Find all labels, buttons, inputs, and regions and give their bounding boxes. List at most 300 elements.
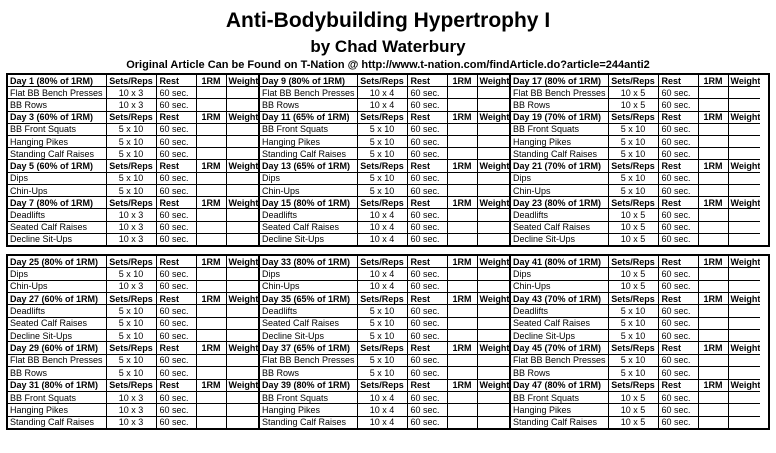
rest-time: 60 sec. bbox=[156, 148, 196, 160]
exercise-name: Decline Sit-Ups bbox=[259, 233, 357, 245]
rest-time: 60 sec. bbox=[658, 280, 698, 292]
rest-header: Rest bbox=[407, 75, 447, 87]
1rm-header: 1RM bbox=[447, 197, 477, 209]
day-header-row bbox=[259, 160, 509, 172]
day-label: Day 7 (80% of 1RM) bbox=[8, 197, 106, 209]
weight-cell bbox=[728, 148, 760, 160]
rest-header: Rest bbox=[156, 197, 196, 209]
one-rm-cell bbox=[196, 280, 226, 292]
sets-reps-header: Sets/Reps bbox=[608, 256, 658, 268]
exercise-name: Chin-Ups bbox=[8, 280, 106, 292]
sets-reps: 10 x 5 bbox=[608, 268, 658, 280]
one-rm-cell bbox=[447, 136, 477, 148]
weight-cell bbox=[728, 280, 760, 292]
rest-time: 60 sec. bbox=[658, 184, 698, 196]
one-rm-cell bbox=[196, 123, 226, 135]
one-rm-cell bbox=[698, 99, 728, 111]
sets-reps-header: Sets/Reps bbox=[608, 293, 658, 305]
weight-cell bbox=[477, 404, 509, 416]
one-rm-cell bbox=[447, 330, 477, 342]
weight-cell bbox=[728, 233, 760, 245]
sets-reps: 10 x 5 bbox=[608, 280, 658, 292]
weight-cell bbox=[226, 404, 258, 416]
exercise-row bbox=[8, 416, 258, 428]
sets-reps: 10 x 4 bbox=[357, 416, 407, 428]
day-header-row bbox=[510, 379, 760, 391]
rest-time: 60 sec. bbox=[658, 87, 698, 99]
rest-time: 60 sec. bbox=[156, 317, 196, 329]
weight-cell bbox=[226, 391, 258, 403]
sets-reps-header: Sets/Reps bbox=[608, 197, 658, 209]
sets-reps: 5 x 10 bbox=[106, 317, 156, 329]
rest-time: 60 sec. bbox=[156, 233, 196, 245]
exercise-name: Chin-Ups bbox=[510, 184, 608, 196]
rest-time: 60 sec. bbox=[156, 305, 196, 317]
exercise-name: BB Front Squats bbox=[259, 391, 357, 403]
weight-cell bbox=[728, 87, 760, 99]
sets-reps-header: Sets/Reps bbox=[357, 379, 407, 391]
sets-reps: 5 x 10 bbox=[357, 354, 407, 366]
source-note: Original Article Can be Found on T-Nation @ http://www.t-nation.com/findArticle.do?article=244anti2 bbox=[126, 59, 650, 71]
exercise-row bbox=[8, 367, 258, 379]
sets-reps: 10 x 5 bbox=[608, 99, 658, 111]
rest-header: Rest bbox=[658, 111, 698, 123]
day-label: Day 19 (70% of 1RM) bbox=[510, 111, 608, 123]
exercise-row bbox=[259, 172, 509, 184]
exercise-row bbox=[8, 268, 258, 280]
weight-cell bbox=[728, 209, 760, 221]
exercise-row bbox=[510, 268, 760, 280]
exercise-row bbox=[8, 184, 258, 196]
exercise-row bbox=[8, 123, 258, 135]
exercise-row bbox=[259, 87, 509, 99]
day-header-row bbox=[8, 75, 258, 87]
rest-header: Rest bbox=[156, 256, 196, 268]
day-label: Day 37 (65% of 1RM) bbox=[259, 342, 357, 354]
rest-time: 60 sec. bbox=[156, 330, 196, 342]
exercise-row bbox=[8, 317, 258, 329]
weight-cell bbox=[477, 172, 509, 184]
weight-cell bbox=[728, 391, 760, 403]
rest-time: 60 sec. bbox=[156, 354, 196, 366]
weight-cell bbox=[477, 305, 509, 317]
one-rm-cell bbox=[698, 367, 728, 379]
day-header-row bbox=[8, 342, 258, 354]
rest-time: 60 sec. bbox=[658, 209, 698, 221]
rest-header: Rest bbox=[658, 75, 698, 87]
exercise-row bbox=[259, 404, 509, 416]
sets-reps: 5 x 10 bbox=[106, 172, 156, 184]
sets-reps-header: Sets/Reps bbox=[357, 75, 407, 87]
rest-time: 60 sec. bbox=[407, 330, 447, 342]
one-rm-cell bbox=[698, 404, 728, 416]
one-rm-cell bbox=[196, 305, 226, 317]
day-label: Day 39 (80% of 1RM) bbox=[259, 379, 357, 391]
weight-cell bbox=[477, 209, 509, 221]
day-header-row bbox=[8, 160, 258, 172]
exercise-row bbox=[8, 209, 258, 221]
weight-cell bbox=[226, 99, 258, 111]
one-rm-cell bbox=[698, 123, 728, 135]
weight-header: Weight bbox=[728, 111, 760, 123]
rest-time: 60 sec. bbox=[407, 367, 447, 379]
1rm-header: 1RM bbox=[447, 111, 477, 123]
exercise-name: Deadlifts bbox=[8, 305, 106, 317]
weight-header: Weight bbox=[477, 256, 509, 268]
1rm-header: 1RM bbox=[196, 256, 226, 268]
rest-time: 60 sec. bbox=[156, 123, 196, 135]
weight-cell bbox=[728, 123, 760, 135]
exercise-name: Standing Calf Raises bbox=[510, 148, 608, 160]
weight-cell bbox=[728, 99, 760, 111]
exercise-row bbox=[8, 391, 258, 403]
day-label: Day 43 (70% of 1RM) bbox=[510, 293, 608, 305]
rest-header: Rest bbox=[156, 293, 196, 305]
day-label: Day 31 (80% of 1RM) bbox=[8, 379, 106, 391]
schedule-table bbox=[258, 75, 509, 245]
exercise-name: Hanging Pikes bbox=[8, 404, 106, 416]
sets-reps: 10 x 3 bbox=[106, 233, 156, 245]
exercise-name: Dips bbox=[259, 268, 357, 280]
exercise-name: Hanging Pikes bbox=[510, 136, 608, 148]
one-rm-cell bbox=[447, 280, 477, 292]
day-header-row bbox=[510, 293, 760, 305]
exercise-name: Standing Calf Raises bbox=[510, 416, 608, 428]
sets-reps: 5 x 10 bbox=[357, 148, 407, 160]
rest-time: 60 sec. bbox=[407, 136, 447, 148]
weight-cell bbox=[226, 209, 258, 221]
exercise-row bbox=[510, 305, 760, 317]
weight-cell bbox=[477, 123, 509, 135]
rest-time: 60 sec. bbox=[407, 354, 447, 366]
day-label: Day 35 (65% of 1RM) bbox=[259, 293, 357, 305]
rest-time: 60 sec. bbox=[156, 416, 196, 428]
one-rm-cell bbox=[196, 184, 226, 196]
rest-time: 60 sec. bbox=[407, 280, 447, 292]
rest-time: 60 sec. bbox=[407, 233, 447, 245]
exercise-row bbox=[510, 367, 760, 379]
exercise-row bbox=[259, 367, 509, 379]
exercise-row bbox=[510, 404, 760, 416]
1rm-header: 1RM bbox=[698, 293, 728, 305]
one-rm-cell bbox=[196, 233, 226, 245]
sets-reps: 10 x 4 bbox=[357, 209, 407, 221]
rest-time: 60 sec. bbox=[407, 268, 447, 280]
rest-header: Rest bbox=[407, 379, 447, 391]
rest-time: 60 sec. bbox=[156, 280, 196, 292]
rest-header: Rest bbox=[156, 75, 196, 87]
rest-time: 60 sec. bbox=[658, 330, 698, 342]
one-rm-cell bbox=[196, 172, 226, 184]
exercise-name: Dips bbox=[510, 172, 608, 184]
day-label: Day 41 (80% of 1RM) bbox=[510, 256, 608, 268]
sets-reps: 10 x 5 bbox=[608, 209, 658, 221]
weight-header: Weight bbox=[226, 256, 258, 268]
exercise-row bbox=[510, 280, 760, 292]
one-rm-cell bbox=[196, 367, 226, 379]
1rm-header: 1RM bbox=[698, 160, 728, 172]
one-rm-cell bbox=[698, 268, 728, 280]
exercise-row bbox=[259, 317, 509, 329]
1rm-header: 1RM bbox=[196, 160, 226, 172]
weight-cell bbox=[477, 233, 509, 245]
one-rm-cell bbox=[447, 87, 477, 99]
sets-reps: 10 x 4 bbox=[357, 280, 407, 292]
exercise-row bbox=[259, 416, 509, 428]
exercise-row bbox=[8, 221, 258, 233]
sets-reps-header: Sets/Reps bbox=[106, 197, 156, 209]
1rm-header: 1RM bbox=[447, 75, 477, 87]
weight-cell bbox=[477, 221, 509, 233]
1rm-header: 1RM bbox=[698, 379, 728, 391]
weight-cell bbox=[226, 184, 258, 196]
rest-time: 60 sec. bbox=[407, 99, 447, 111]
exercise-name: Standing Calf Raises bbox=[259, 416, 357, 428]
rest-time: 60 sec. bbox=[407, 404, 447, 416]
weight-cell bbox=[226, 268, 258, 280]
sets-reps: 10 x 5 bbox=[608, 404, 658, 416]
sets-reps: 10 x 3 bbox=[106, 416, 156, 428]
exercise-row bbox=[510, 221, 760, 233]
day-header-row bbox=[510, 256, 760, 268]
rest-time: 60 sec. bbox=[156, 172, 196, 184]
exercise-row bbox=[510, 317, 760, 329]
one-rm-cell bbox=[698, 221, 728, 233]
day-label: Day 25 (80% of 1RM) bbox=[8, 256, 106, 268]
one-rm-cell bbox=[196, 209, 226, 221]
rest-time: 60 sec. bbox=[156, 391, 196, 403]
sets-reps: 5 x 10 bbox=[106, 268, 156, 280]
1rm-header: 1RM bbox=[447, 342, 477, 354]
day-header-row bbox=[259, 111, 509, 123]
sets-reps: 5 x 10 bbox=[357, 123, 407, 135]
rest-time: 60 sec. bbox=[658, 221, 698, 233]
sets-reps-header: Sets/Reps bbox=[106, 160, 156, 172]
day-header-row bbox=[510, 342, 760, 354]
rest-time: 60 sec. bbox=[407, 123, 447, 135]
1rm-header: 1RM bbox=[196, 75, 226, 87]
exercise-row bbox=[259, 99, 509, 111]
1rm-header: 1RM bbox=[447, 293, 477, 305]
exercise-row bbox=[259, 330, 509, 342]
rest-time: 60 sec. bbox=[658, 268, 698, 280]
sets-reps: 5 x 10 bbox=[608, 317, 658, 329]
rest-header: Rest bbox=[407, 111, 447, 123]
weight-cell bbox=[226, 367, 258, 379]
day-label: Day 23 (80% of 1RM) bbox=[510, 197, 608, 209]
weight-cell bbox=[477, 87, 509, 99]
rest-time: 60 sec. bbox=[156, 404, 196, 416]
day-label: Day 47 (80% of 1RM) bbox=[510, 379, 608, 391]
sets-reps: 5 x 10 bbox=[608, 123, 658, 135]
sets-reps-header: Sets/Reps bbox=[357, 256, 407, 268]
rest-time: 60 sec. bbox=[658, 305, 698, 317]
sets-reps: 5 x 10 bbox=[106, 136, 156, 148]
sets-reps-header: Sets/Reps bbox=[357, 111, 407, 123]
one-rm-cell bbox=[447, 404, 477, 416]
exercise-name: Decline Sit-Ups bbox=[510, 233, 608, 245]
rest-time: 60 sec. bbox=[156, 367, 196, 379]
exercise-name: Dips bbox=[259, 172, 357, 184]
one-rm-cell bbox=[698, 280, 728, 292]
day-header-row bbox=[259, 342, 509, 354]
sets-reps: 5 x 10 bbox=[106, 305, 156, 317]
exercise-row bbox=[510, 123, 760, 135]
weight-cell bbox=[226, 305, 258, 317]
exercise-name: Decline Sit-Ups bbox=[510, 330, 608, 342]
rest-header: Rest bbox=[658, 256, 698, 268]
weight-cell bbox=[226, 330, 258, 342]
rest-header: Rest bbox=[407, 342, 447, 354]
exercise-name: Decline Sit-Ups bbox=[8, 233, 106, 245]
rest-time: 60 sec. bbox=[658, 172, 698, 184]
weight-cell bbox=[226, 172, 258, 184]
weeks-1-to-24-panel bbox=[6, 73, 770, 247]
exercise-row bbox=[8, 354, 258, 366]
weight-cell bbox=[226, 280, 258, 292]
weight-header: Weight bbox=[226, 111, 258, 123]
weight-cell bbox=[728, 416, 760, 428]
sets-reps: 5 x 10 bbox=[357, 172, 407, 184]
sets-reps: 5 x 10 bbox=[608, 172, 658, 184]
exercise-row bbox=[259, 391, 509, 403]
exercise-name: Chin-Ups bbox=[259, 280, 357, 292]
exercise-row bbox=[510, 184, 760, 196]
one-rm-cell bbox=[698, 354, 728, 366]
exercise-name: Dips bbox=[510, 268, 608, 280]
rest-time: 60 sec. bbox=[407, 87, 447, 99]
rest-header: Rest bbox=[658, 293, 698, 305]
weight-cell bbox=[477, 391, 509, 403]
weight-header: Weight bbox=[477, 111, 509, 123]
sets-reps: 10 x 3 bbox=[106, 221, 156, 233]
rest-time: 60 sec. bbox=[156, 136, 196, 148]
weight-header: Weight bbox=[477, 75, 509, 87]
weight-header: Weight bbox=[728, 75, 760, 87]
sets-reps: 10 x 4 bbox=[357, 233, 407, 245]
one-rm-cell bbox=[698, 317, 728, 329]
weight-cell bbox=[728, 404, 760, 416]
weight-cell bbox=[728, 221, 760, 233]
weight-header: Weight bbox=[728, 197, 760, 209]
weight-header: Weight bbox=[226, 293, 258, 305]
day-label: Day 29 (60% of 1RM) bbox=[8, 342, 106, 354]
sets-reps-header: Sets/Reps bbox=[357, 293, 407, 305]
rest-header: Rest bbox=[658, 379, 698, 391]
weight-cell bbox=[477, 330, 509, 342]
1rm-header: 1RM bbox=[196, 111, 226, 123]
day-header-row bbox=[8, 379, 258, 391]
rest-time: 60 sec. bbox=[156, 221, 196, 233]
weight-cell bbox=[728, 305, 760, 317]
sets-reps: 5 x 10 bbox=[357, 367, 407, 379]
exercise-name: BB Rows bbox=[259, 99, 357, 111]
rest-time: 60 sec. bbox=[156, 99, 196, 111]
day-header-row bbox=[8, 256, 258, 268]
exercise-name: Seated Calf Raises bbox=[259, 317, 357, 329]
rest-time: 60 sec. bbox=[156, 184, 196, 196]
one-rm-cell bbox=[196, 416, 226, 428]
one-rm-cell bbox=[698, 330, 728, 342]
rest-time: 60 sec. bbox=[156, 268, 196, 280]
sets-reps: 5 x 10 bbox=[106, 148, 156, 160]
weight-header: Weight bbox=[226, 197, 258, 209]
weight-cell bbox=[226, 416, 258, 428]
sets-reps: 5 x 10 bbox=[608, 330, 658, 342]
1rm-header: 1RM bbox=[698, 197, 728, 209]
exercise-row bbox=[259, 233, 509, 245]
weight-cell bbox=[477, 367, 509, 379]
one-rm-cell bbox=[698, 305, 728, 317]
sets-reps: 5 x 10 bbox=[106, 330, 156, 342]
exercise-row bbox=[259, 221, 509, 233]
rest-header: Rest bbox=[156, 379, 196, 391]
exercise-name: Chin-Ups bbox=[510, 280, 608, 292]
exercise-name: Chin-Ups bbox=[8, 184, 106, 196]
sets-reps: 10 x 5 bbox=[608, 391, 658, 403]
exercise-name: Seated Calf Raises bbox=[510, 317, 608, 329]
exercise-row bbox=[8, 172, 258, 184]
one-rm-cell bbox=[447, 184, 477, 196]
day-label: Day 27 (60% of 1RM) bbox=[8, 293, 106, 305]
weight-header: Weight bbox=[226, 379, 258, 391]
day-header-row bbox=[510, 160, 760, 172]
day-label: Day 45 (70% of 1RM) bbox=[510, 342, 608, 354]
weight-cell bbox=[226, 221, 258, 233]
rest-time: 60 sec. bbox=[407, 317, 447, 329]
day-header-row bbox=[8, 111, 258, 123]
rest-time: 60 sec. bbox=[658, 354, 698, 366]
schedule-table bbox=[258, 256, 509, 428]
weight-cell bbox=[226, 123, 258, 135]
1rm-header: 1RM bbox=[447, 160, 477, 172]
exercise-row bbox=[8, 87, 258, 99]
rest-time: 60 sec. bbox=[407, 172, 447, 184]
one-rm-cell bbox=[698, 391, 728, 403]
day-label: Day 5 (60% of 1RM) bbox=[8, 160, 106, 172]
exercise-row bbox=[259, 148, 509, 160]
1rm-header: 1RM bbox=[698, 111, 728, 123]
sets-reps-header: Sets/Reps bbox=[106, 342, 156, 354]
exercise-name: BB Front Squats bbox=[510, 391, 608, 403]
1rm-header: 1RM bbox=[698, 342, 728, 354]
exercise-name: Chin-Ups bbox=[259, 184, 357, 196]
weight-header: Weight bbox=[728, 342, 760, 354]
weight-cell bbox=[477, 148, 509, 160]
weight-cell bbox=[226, 136, 258, 148]
day-header-row bbox=[510, 75, 760, 87]
weight-cell bbox=[477, 416, 509, 428]
one-rm-cell bbox=[447, 209, 477, 221]
weight-cell bbox=[728, 354, 760, 366]
sets-reps: 10 x 3 bbox=[106, 99, 156, 111]
day-label: Day 11 (65% of 1RM) bbox=[259, 111, 357, 123]
sets-reps: 5 x 10 bbox=[106, 123, 156, 135]
one-rm-cell bbox=[447, 416, 477, 428]
day-label: Day 33 (80% of 1RM) bbox=[259, 256, 357, 268]
exercise-row bbox=[510, 391, 760, 403]
one-rm-cell bbox=[196, 87, 226, 99]
weight-header: Weight bbox=[728, 379, 760, 391]
weight-cell bbox=[728, 184, 760, 196]
weight-cell bbox=[477, 268, 509, 280]
exercise-name: Hanging Pikes bbox=[510, 404, 608, 416]
one-rm-cell bbox=[698, 136, 728, 148]
schedule-table bbox=[509, 256, 760, 428]
day-header-row bbox=[510, 111, 760, 123]
weight-cell bbox=[226, 354, 258, 366]
weight-cell bbox=[477, 136, 509, 148]
